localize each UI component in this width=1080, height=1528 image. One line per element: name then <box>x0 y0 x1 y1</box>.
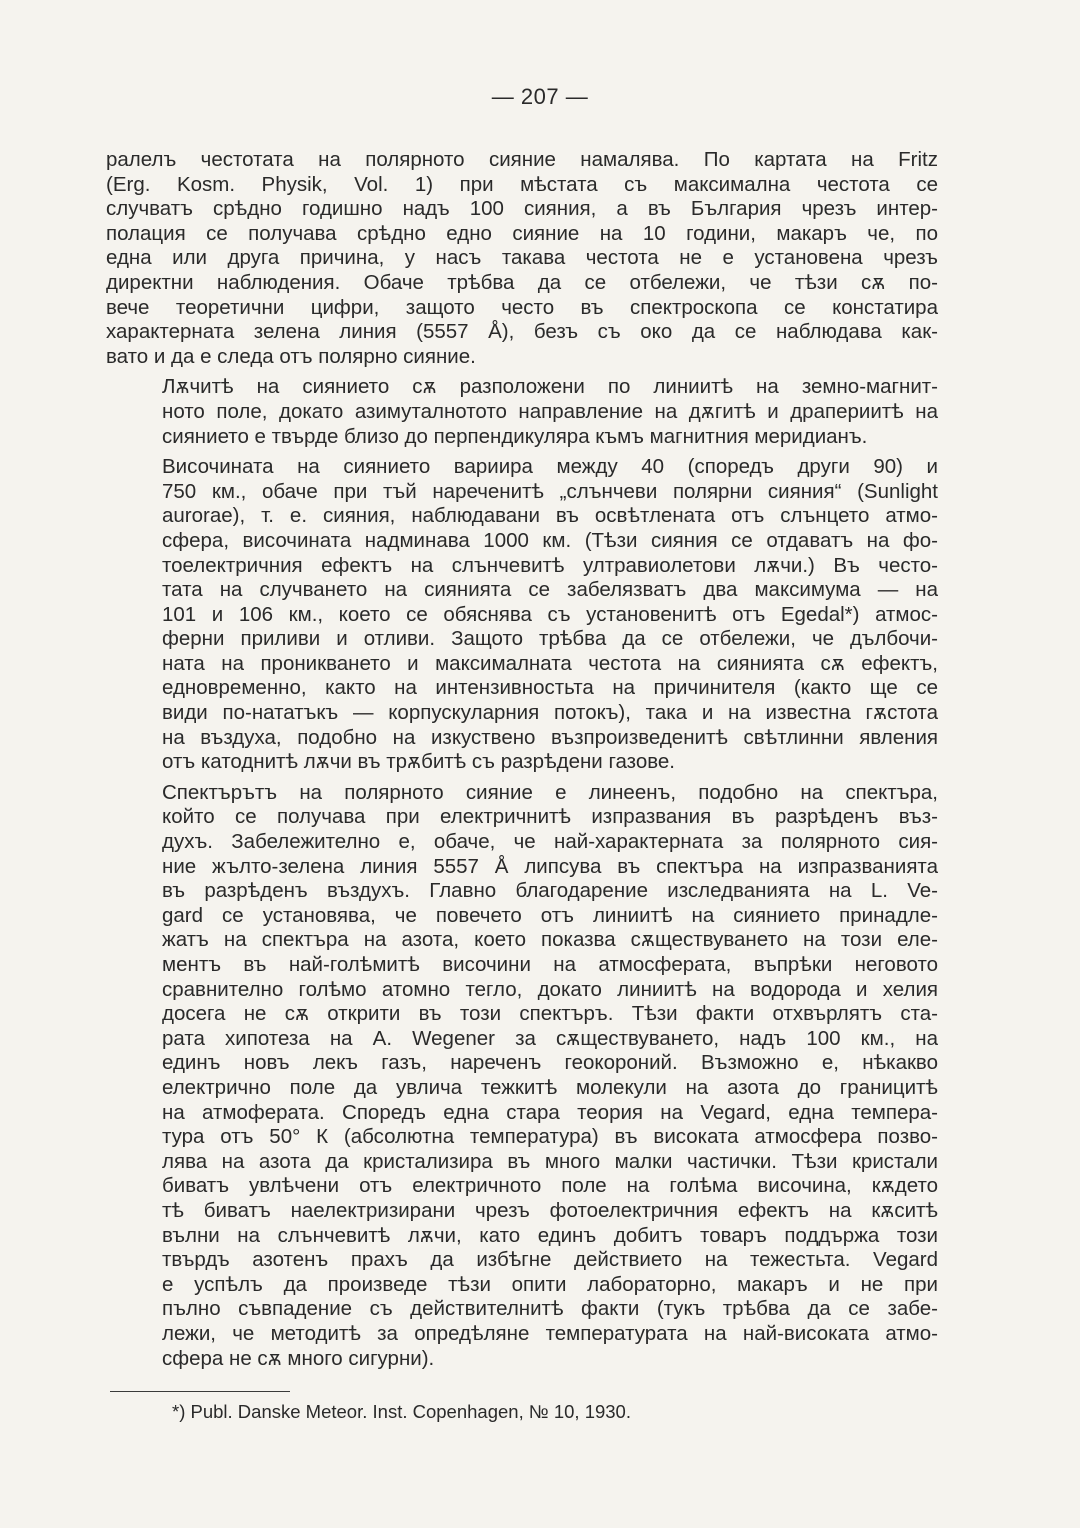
text-line: сфера, височината надминава 1000 км. (Тѣзи сияния се отдаватъ на фо- <box>162 528 938 552</box>
text-line: едновременно, както на интензивностьта на причинителя (както ще се <box>162 676 938 700</box>
text-line: характерната зелена линия (5557 Å), безъ съ око да се наблюдава как- <box>106 320 938 344</box>
text-line: полация се получава срѣдно едно сияние на 10 години, макаръ че, по <box>106 221 938 245</box>
text-line: вече теоретични цифри, защото често въ спектроскопа се констатира <box>106 295 938 319</box>
text-line: тура отъ 50° К (абсолютна температура) въ високата атмосфера позво- <box>162 1125 938 1149</box>
paragraph-4 <box>106 781 938 1371</box>
text-line: Лѫчитѣ на сиянието сѫ разположени по линиитѣ на земно-магнит- <box>162 375 938 399</box>
text-line: досега не сѫ открити въ този спектъръ. Тѣзи факти отхвърлятъ ста- <box>162 1002 938 1026</box>
text-line: Спектърътъ на полярното сияние е линеенъ, подобно на спектъра, <box>162 780 938 804</box>
text-line: вълни на слънчевитѣ лѫчи, като единъ добитъ товаръ поддържа този <box>162 1223 938 1247</box>
footnote-divider <box>110 1391 290 1392</box>
footnote: *) Publ. Danske Meteor. Inst. Copenhagen, № 10, 1930. <box>172 1401 631 1422</box>
text-line: на атмоферата. Споредъ една стара теория на Vegard, една темпера- <box>162 1100 938 1124</box>
text-line: gard се установява, че повечето отъ линиитѣ на сиянието принадле- <box>162 903 938 927</box>
text-line: рата хипотеза на A. Wegener за сѫществуването, надъ 100 км., на <box>162 1026 938 1050</box>
text-line: на въздуха, подобно на изкуствено възпроизведенитѣ свѣтлинни явления <box>162 725 938 749</box>
text-line: ната на проникването и максималната честота на сиянията сѫ ефектъ, <box>162 651 938 675</box>
text-line: сиянието е твърде близо до перпендикуляра къмъ магнитния меридианъ. <box>162 424 868 448</box>
text-line: aurorae), т. е. сияния, наблюдавани въ освѣтлената отъ слънцето атмо- <box>162 504 938 528</box>
text-line: случватъ срѣдно годишно надъ 100 сияния, а въ България чрезъ интер- <box>106 197 938 221</box>
text-line: въ разрѣденъ въздухъ. Главно благодарение изследванията на L. Ve- <box>162 879 938 903</box>
text-line: твърдъ азотенъ прахъ да избѣгне действието на тежестьта. Vegard <box>162 1248 938 1272</box>
text-line: пълно съвпадение съ действителнитѣ факти (тукъ трѣбва да се забе- <box>162 1297 938 1321</box>
text-line: единъ новъ лекъ газъ, нареченъ геокороний. Възможно е, нѣкакво <box>162 1051 938 1075</box>
text-line: 750 км., обаче при тъй нареченитѣ „слънчеви полярни сияния“ (Sunlight <box>162 479 938 503</box>
text-line: ментъ въ най-голѣмитѣ височини на атмосферата, въпрѣки неговото <box>162 953 938 976</box>
paragraph-1 <box>106 148 938 369</box>
text-line: една или друга причина, у насъ такава честота не е установена чрезъ <box>106 246 938 270</box>
text-line: лява на азота да кристализира въ много малки частички. Тѣзи кристали <box>162 1149 938 1173</box>
text-line: сравнително голѣмо атомно тегло, докато линиитѣ на водорода и хелия <box>162 977 938 1001</box>
text-line: ното поле, докато азимуталнотото направление на дѫгитѣ и драпериитѣ на <box>162 399 938 423</box>
text-line: вато и да е следа отъ полярно сияние. <box>106 344 476 368</box>
text-line: тата на случването на сиянията се забелязватъ два максимума — на <box>162 578 938 602</box>
text-line: тоелектричния ефектъ на слънчевитѣ ултравиолетови лѫчи.) Въ често- <box>162 553 938 577</box>
page-number: — 207 — <box>491 84 589 109</box>
text-line: биватъ увлѣчени отъ електричното поле на голѣма височина, кѫдето <box>162 1174 938 1198</box>
text-line: ферни приливи и отливи. Защото трѣбва да се отбележи, че дълбочи- <box>162 627 938 651</box>
text-line: ралелъ честотата на полярното сияние намалява. По картата на Fritz <box>106 148 938 171</box>
text-line: жатъ на спектъра на азота, което показва сѫществуването на този еле- <box>162 928 938 952</box>
text-line: тѣ биватъ наелектризирани чрезъ фотоелектричния ефектъ на кѫситѣ <box>162 1198 938 1222</box>
text-line: (Erg. Kosm. Physik, Vol. 1) при мѣстата съ максимална честота се <box>106 172 938 196</box>
body-text <box>106 148 938 1371</box>
text-line: който се получава при електричнитѣ изпразвания въ разрѣденъ въз- <box>162 805 938 829</box>
text-line: 101 и 106 км., което се обяснява съ установенитѣ отъ Egedal*) атмос- <box>162 602 938 626</box>
text-line: Височината на сиянието вариира между 40 (споредъ други 90) и <box>162 455 938 479</box>
paragraph-3 <box>106 455 938 775</box>
text-line: отъ катоднитѣ лѫчи въ трѫбитѣ съ разрѣдени газове. <box>162 750 675 774</box>
text-line: сфера не сѫ много сигурни). <box>162 1346 435 1370</box>
text-line: ние жълто-зелена линия 5557 Å липсува въ спектъра на изпразванията <box>162 854 938 878</box>
text-line: духъ. Забележително е, обаче, че най-характерната за полярното сия- <box>162 830 938 854</box>
text-line: види по-нататъкъ — корпускуларния потокъ), така и на известна гѫстота <box>162 701 938 725</box>
text-line: електрично поле да увлича тежкитѣ молекули на азота до границитѣ <box>162 1075 938 1099</box>
text-line: директни наблюдения. Обаче трѣбва да се отбележи, че тѣзи сѫ по- <box>106 270 938 294</box>
text-line: лежи, че методитѣ за опредѣляне температурата на най-високата атмо- <box>162 1321 938 1345</box>
paragraph-2 <box>106 375 938 449</box>
text-line: е успѣлъ да произведе тѣзи опити лабораторно, макаръ и не при <box>162 1272 938 1296</box>
